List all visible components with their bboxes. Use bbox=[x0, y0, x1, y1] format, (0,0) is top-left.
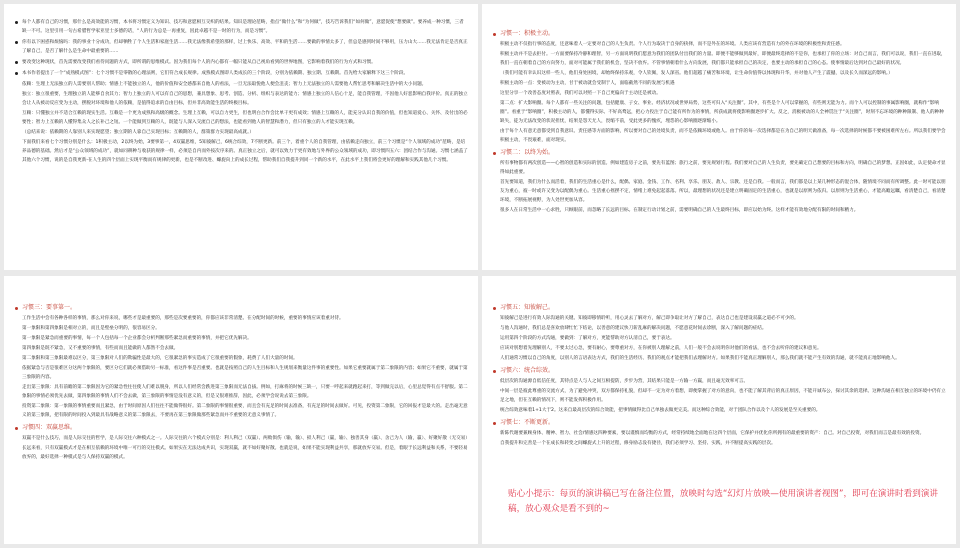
paragraph: 自我提升和完善是一个在成长和转变之间螺旋式上升的过程，修身励志没有捷径，我们必须学习、坚持、实践，并不断提高实践的层次。 bbox=[500, 441, 776, 446]
section-heading: 习惯三：要事第一。 bbox=[14, 303, 468, 313]
bullet-paragraph: 本书作者提出了一个“成熟模式图”：七个习惯不是零散的心理法则，它们符合成长规律。成熟模式图即人类成长的三个阶段，分别为依赖期、独立期、互赖期。首先给大家解释下这三个阶段。 bbox=[14, 69, 468, 78]
paragraph: 首先要知道，我们为什么而活着，我们的生活重心是什么，配偶、家庭、金钱、工作、名利、享乐、朋友、敌人、宗教、还是自我。一般而言，我们都是以上某几种形态的混合体，随情境不同而有所调整。此一时可能以朋友为重心，彼一时或许又变为以配偶为重心。生活重心摇摆不定，情绪上难免起起落落。所以，最理想的状况还是建立明确固定的生活重心，也就是以原则为依归。以原则为生活重心，才能高瞻远瞩，看清楚自己，看清楚环境，不断拓展视野，为人处世更加从容。 bbox=[500, 180, 946, 203]
bullet-paragraph: 你有以下困惑和烦恼吗：我的事业十分成功，但却牺牲了个人生活和家庭生活……我无法像我希望的那样，过上快乐、高效、平和的生活……要做的事情太多了，但总是感到时间不够用，压力山大……我无法肯定是否真正了解自己，是否了解什么是生命中最重要的…… bbox=[14, 38, 468, 56]
paragraph: 依赖：生理上无法独立的人需要别人帮助；情感上不能独立的人，他的价值和安全感都来自他人的看法，一旦无法取悦他人便会沮丧；智力上无法独立的人需要他人帮忙思考和解决生活中的大小问题。 bbox=[22, 82, 427, 87]
paragraph: 与他人沟通时，我们总是喜欢放肆忙忙下结论，以善意的建议快刀斩乱麻的解决问题，不愿意花时间去诊断，深入了解问题的症结。 bbox=[500, 326, 767, 331]
paragraph: 积极主动的一点：变被动为主动，甘于被动就会受制于人，面临截然不同的发展与机遇 bbox=[500, 81, 675, 86]
paragraph: 双赢不是什么技巧，而是人际交往的哲学，是人际交往六种模式之一。人际交往的六个模式分别是：利人利己（双赢）、两败俱伤（输，输）、损人利己（赢，输）、独善其身（赢）、舍己为人（输，赢）、好聚好散（无交易） bbox=[22, 436, 470, 441]
paragraph: 积极主动并不是去拒付。一方面要保持冷静和理智，另一方面说明我们愿意为我们的团队付出我们的力量。即便不能够做到最好，即便最终选择的不是你，也承担了你的立场：对自己而言，我们可以说，我们一直在进取，我们一直在朝着自己的方向努力，面对可能属于我们的机会，坚决不放弃。不管事情朝着什么方向发展，我们都只能承担自己的决定，也要主动的承担自己的心态。使事情最后达到对自己最好的状况。 bbox=[500, 52, 946, 66]
page-bottom-left[interactable] bbox=[4, 276, 478, 544]
paragraph: （我们可能有幸认识这样一些人，他们身处困境，却始终保持乐观，令人钦佩，发人深省。他们超越了痛苦和环境，让生命价值得以体现和升华，并对他人产生了震撼，以及长久而深远的影响。） bbox=[500, 71, 893, 76]
paragraph: 互赖：只懂独立并不适合互赖的现实生活。互赖是一个更为成熟和高级的概念。生理上互赖，可以自力更生，但也明白合作会比单干更有成效；情感上互赖的人，能充分认识自我的价值，但也知道爱心、关怀、及付出的必要性；智力上互赖的人懂得集众人之长补己之短。一个能做到互赖的人，既能与人深入交流自己的想法，也能看到他人的智慧和潜力，但只有独立的人才能实现互赖。 bbox=[22, 111, 468, 125]
section-heading: 习惯二：以终为始。 bbox=[492, 148, 946, 158]
presenter-tip: 贴心小提示：每页的演讲稿已写在备注位置，放映时勾选“幻灯片放映—使用演讲者视图”，即可在演讲时看到演讲稿，放心观众是看不到的~ bbox=[508, 489, 939, 514]
page-top-right[interactable] bbox=[482, 4, 956, 270]
paragraph: 第二象限和第三象限最难以区分，第三象限对人们的欺骗性是最大的，它很紧急的事实造成了它很重要的假象，耗费了人们大量的时间。 bbox=[22, 356, 298, 361]
section-heading: 习惯五：知彼解己。 bbox=[492, 303, 946, 313]
paragraph: 中间一层是彼此尊重的交流方式，为了避免冲突，双方都保持礼貌，但却不一定为对方着想，即便掌握了对方的意向，也不能了解其背后的真正原因，不能开诚布公，探讨其余的选择。这种沟通在相互独立的环境中仍有立足之地，但在互赖的情况下，则不能发挥积极作用。 bbox=[500, 389, 946, 403]
paragraph: 很多人在日常生活中一心求胜，只顾眼前，而忽略了长远的目标。在制定行动计划之前，需要明确自己的人生最终目标，即应以始为终。这样才能有效地分配有限的时间和精力。 bbox=[500, 208, 859, 213]
paragraph: 人们通常习惯以自己的角度，以别人的言语表达方式，我们的生活经历、我们的观点才能把我们去理解对方。如果我们不能真正理解别人，那么我们就不能产生有效的沟通，就不能真正地影响他人。 bbox=[500, 356, 900, 361]
paragraph: 长远来看，只有双赢模式才是在相互依赖的环境中唯一可行的交往模式。如果实在无法达成共识，实现双赢，就不如好聚好散。也就是说，如果不能实现利益共享，那就放弃交易。但是，着眼于长远利益和关系，不要轻易放弃的，最好选择一种模式是与人保持双赢的模式。 bbox=[22, 446, 468, 460]
section-heading: 习惯六：统合综效。 bbox=[492, 366, 946, 376]
paragraph: 低层次的沟通源自低信任度，其特点是人与人之间互相提防，步步为营，其结果只能是一方输一方赢，而且毫无效率可言。 bbox=[500, 379, 749, 384]
paragraph: 新陈代谢要兼顾身体、精神、智力、社会/情感这四种要素，要以谨慎而均衡的方式，经常持续地全面地在这四个层面，它保护并优化你所拥有的最重要的资产：自己。对自己投资，对我们而言是最有效的投资。 bbox=[500, 431, 925, 436]
section-heading: 习惯一：积极主动。 bbox=[492, 29, 946, 39]
paragraph: 下面我们来看七个习惯分别是什么：1积极主动，2以终为始，3要事第一，4双赢思维，5知彼解己，6统合综效，7不断更新。前三个，着重个人的自我管理，由依赖走向独立，前三个习惯是“个人领域的成功”范畴，是培养品德的基础。然后才是“公众领域的成功”，就如同耕种与收获的规律一样，必须是自内而外按次序来的。真正独立之后，就可以致力于更有效地与外界的公众领域的成功，即习惯四五六：团结合作与沟通。习惯七涵盖了其他六个习惯，说的是自我更新-在人生的四个层面上实现平衡而有规律的更新，也是不断改进、螺旋向上的成长过程，帮助我们自我提升到同一个新的水平，在此水平上我们将会更好的理解和实践其他几个习惯。 bbox=[22, 140, 468, 163]
section-heading: 习惯四：双赢思维。 bbox=[14, 423, 468, 433]
paragraph: 第一象限和第四象限是相对立的，而且是壁垒分明的，很容易区分。 bbox=[22, 326, 160, 331]
paragraph: 这里分享一个改善态度对照表，我们可以对照一下自己更偏向于主动还是被动。 bbox=[500, 91, 661, 96]
paragraph: 走出第三象限：具有前瞻的第二象限因为它的紧急性往往使人们难以脱身，所以人们经常会跌进第三象限而无法自拔。例如，打麻将的时候三缺一，只要一呼起来就跑起来打，等到做完以后，心里总觉得有点不舒服。第二象限的事情必须优先去做，第四象限的事情人们不会去做，第三象限的事情是没有意义的，但是又很难推辞，因此，必须学会说说去第三象限。 bbox=[22, 385, 468, 399]
page-bottom-right[interactable] bbox=[482, 276, 956, 544]
bullet-paragraph: 每个人都有自己的习惯，那什么是高效能的习惯，本书将习惯定义为知识、技巧和意愿相互交织的结果。知识是理论范畴，指点“做什么”和“为何做”，技巧告诉我们“如何做”，意愿促使“想要做”。要养成一种习惯，三者缺一不可。这里引用一句古希腊哲学家亚里士多德的话，“人的行为总是一再重复，因此卓越不是一时的行为，而是习惯”。 bbox=[14, 18, 468, 36]
paragraph: 运用第四个阶段的方式沟通，要做到：了解对方，更能帮助对方认清自己，要于表达。 bbox=[500, 336, 675, 341]
paragraph: （总结来说：依赖期的人靠别人来实现愿望；独立期的人靠自己实现目标；互赖期的人，群策群力实现最高成就。） bbox=[22, 130, 254, 135]
paragraph: 依据紧急与否是很难区分这两个象限的，要区分它们就必须借助另一标准，看这件事是否重要。也就是按照自己的人生目标和人生规划来衡量这件事的重要性。如果它重要就属于第二象限的内容；如果它不重要，就属于第三象限的内容。 bbox=[22, 366, 468, 380]
bullet-paragraph: 要改变这种现状，首先需要改变我们看待问题的方式，即所谓的思维模式。因为我们每个人的内心都有一幅只能从自己视角看到的世界地图，它影响着我们的行为方式和习惯。 bbox=[14, 58, 468, 67]
paragraph: 第二点：扩大影响圈。每个人都有一些关注的问题，包括健康、子女、事业、经济状况或世界局势，这些可归入“关注圈”。其中，有些是个人可以掌握的，有些则无能为力。而个人可以控制的事属影响圈，就称作“影响圈”。看重于“影响圈”，积极主动的人，都懂得实际、不好高骛远，把心力投注于自己能有所作为的事情，所获成就将使影响圈逐步扩大。反之，消极被动的人全神贯注于“关注圈”，时刻不忘环境的种种限制、他人的种种缺失，徒为无法改变的状况担忧，结果是怨天尤人，畏缩不前，受此更多的愧疚，埋怨的心影响圈逐渐缩小。 bbox=[500, 101, 944, 124]
paragraph: 知彼解己是进行有效人际沟通的关键。知彼即移情聆听，用心灵去了解对方，解己即争取让对方了解自己，表达自己也是建设双赢之道必不可少的。 bbox=[500, 316, 799, 321]
paragraph: 投资第二象限：第一象限的事情重要而且紧急，由于时间原因人们往往不能做得很好。第二象限的事情很重要，而且会有充足的时间去准备，有充足的时间去做好。可见，投资第二象限，它的回报才是最大的。走出毫无意义的第三象限，把有限的时间投入到最具有战略意义的第二象限去，不要再在第三象限做那些紧急而并不重要的无意义事情了。 bbox=[22, 404, 468, 418]
paragraph: 由于每个人有意无意都受到自我意识、责任感等方面的影响，所以要对自己的处境负责，而不是依赖环境或他人。由于你的每一次选择都是在为自己的明天做准备，每一次选择的时候都不要被困难所左右。所以我们要学会积极主动，不畏艰难，面对现实。 bbox=[500, 129, 946, 143]
paragraph: 应该对别想着先理解别人，不要太过心急，要有耐心，要尊重对方，在你被别人理解之前，人们一般不会去说明你对他们的看法，也不会去听你的建议和意见。 bbox=[500, 346, 822, 351]
paragraph: 第四象限是既不紧急，又不重要的事情，有些而而且能做的人都然不会去做。 bbox=[22, 346, 179, 351]
paragraph: 第一象限是紧急而重要的事情，每一个人包括每一个企业都会分析判断那些紧急而重要的事情，并把它优先解决。 bbox=[22, 336, 252, 341]
paragraph: 所有事物都有两次创造——心智的创造和实际的创造。例如建造房子之前，要先有蓝图；旅行之前，要先规划行程。我们要对自己的人生负责，要先确定自己想要的目标和方向，明确自己的梦想。正因如此，认定使命才显得如此重要。 bbox=[500, 161, 946, 175]
paragraph: 独立：独立很重要，生理独立的人能够自食其力；智力上独立的人可以有自己的思想，兼具想象、思考、创造、分析、组织与表达的能力；情感上独立的人信心十足，能自我管理，不因他人好恶影响自我评价。真正的独立会让人从被动反应变为主动，摆脱对环境和他人的依赖，是值得追求的自由目标，但并非高效能生活的终极目标。 bbox=[22, 92, 468, 106]
paragraph: 统合综效意味着1+1大于2。这来自最高层次的综合效能，把事情做得比自己单独去做更完美。而这种综合效能，对于团队合作以及个人的发展是至关重要的。 bbox=[500, 408, 821, 413]
paragraph: 工作生活中会有各种各样的事情，那么对你来说，哪些才是最重要的，那些是次要重要的，你都应该非常清楚。在分配时间的时候，重要的事情应该着重对待。 bbox=[22, 316, 344, 321]
section-heading: 习惯七：不断更新。 bbox=[492, 418, 946, 428]
page-top-left[interactable] bbox=[4, 4, 478, 270]
paragraph: 积极主动不仅指行事的态度，还意味着人一定要对自己的人生负责。个人行为取决于自身的抉择，而不是外在的环境。人类应该有营造有力的外在环境的积极性和责任感。 bbox=[500, 42, 845, 47]
